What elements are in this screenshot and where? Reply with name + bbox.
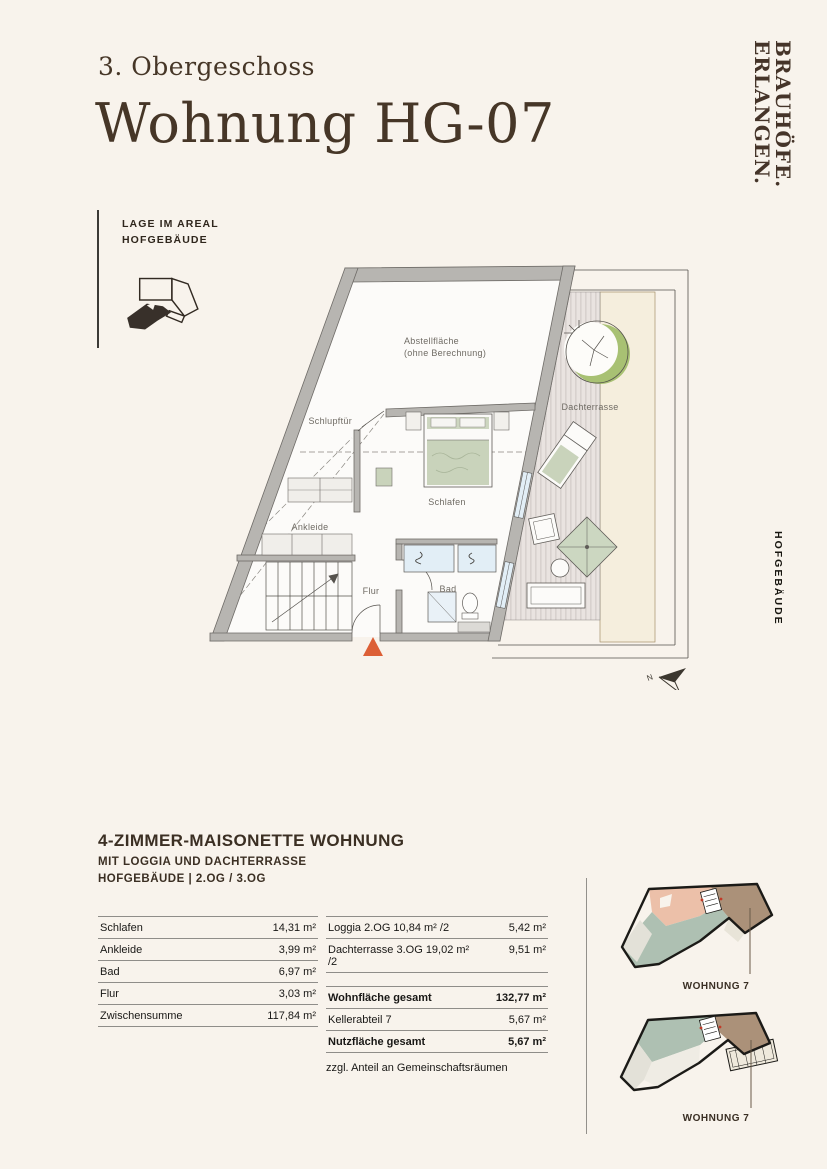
label-bad: Bad [439,584,457,594]
label-abstellflaeche-note: (ohne Berechnung) [404,348,487,358]
row-label: Bad [100,966,120,978]
mini-plan-label-bottom: WOHNUNG 7 [682,1113,750,1124]
side-building-label: HOFGEBÄUDE [772,531,784,626]
label-ankleide: Ankleide [291,522,329,532]
table-row [326,1030,548,1052]
table-row [98,916,318,938]
table-row [326,916,548,938]
room-area-table [98,916,318,1027]
row-label: Kellerabteil 7 [328,1014,392,1026]
north-arrow-icon [646,668,686,690]
row-label: Zwischensumme [100,1010,183,1022]
row-label: Dachterrasse 3.OG 19,02 m² /2 [328,944,470,968]
terrace-chair [529,514,560,545]
floorplan-drawing [195,250,715,690]
label-dachterrasse: Dachterrasse [561,402,619,412]
row-value: 6,97 m² [278,966,316,978]
page-title: Wohnung HG-07 [95,92,555,155]
table-row [98,938,318,960]
row-value: 5,67 m² [508,1036,546,1048]
brand-line-2: ERLANGEN. [750,40,775,186]
row-value: 5,42 m² [508,922,546,934]
section-divider [586,878,587,1134]
table-row [326,986,548,1008]
location-label-line1: LAGE IM AREAL [122,218,219,230]
side-table [551,559,569,577]
staircase [266,562,352,630]
row-label: Wohnfläche gesamt [328,992,432,1004]
totals-table [326,986,548,1053]
label-schlafen: Schlafen [428,497,466,507]
label-schlupftuer: Schlupftür [308,416,352,426]
dresser [376,468,392,486]
row-label: Flur [100,988,119,1000]
site-plan-icon [120,264,205,336]
table-row [326,938,548,972]
summary-column [326,916,548,1074]
bench [527,583,585,608]
brand-line-1: BRAUHÖFE. [771,40,795,189]
building-floor-line: HOFGEBÄUDE | 2.OG / 3.OG [98,873,266,885]
brand-logo [752,40,793,188]
row-label: Nutzfläche gesamt [328,1036,426,1048]
row-value: 132,77 m² [495,992,546,1004]
table-row [98,1004,318,1026]
north-letter: N [645,672,655,683]
row-value: 117,84 m² [267,1010,316,1022]
location-label [122,216,219,249]
row-value: 5,67 m² [508,1014,546,1026]
row-value: 9,51 m² [508,944,546,956]
mini-floorplans [595,875,815,1145]
table-row [98,960,318,982]
location-rule [97,210,99,348]
mini-plan-label-top: WOHNUNG 7 [682,981,750,992]
row-label: Schlafen [100,922,143,934]
mini-plan-2og [622,884,772,992]
nightstand-right [494,412,509,430]
mini-plan-3og [621,1013,778,1124]
row-value: 14,31 m² [272,922,316,934]
bed [424,414,492,487]
apartment-type-title: 4-ZIMMER-MAISONETTE WOHNUNG [98,831,405,850]
label-flur: Flur [362,586,380,596]
row-label: Loggia 2.OG 10,84 m² /2 [328,922,450,934]
nightstand-left [406,412,421,430]
highlighted-building [127,304,171,330]
location-label-line2: HOFGEBÄUDE [122,234,208,247]
shared-rooms-footnote: zzgl. Anteil an Gemeinschaftsräumen [326,1062,508,1074]
table-row [326,1008,548,1030]
row-value: 3,03 m² [278,988,316,1000]
label-abstellflaeche: Abstellfläche [404,336,459,346]
table-row [98,982,318,1004]
floor-label: 3. Obergeschoss [98,52,315,81]
apartment-subtitle: MIT LOGGIA UND DACHTERRASSE [98,856,307,868]
row-value: 3,99 m² [278,944,316,956]
row-label: Ankleide [100,944,143,956]
outdoor-area-table [326,916,548,973]
